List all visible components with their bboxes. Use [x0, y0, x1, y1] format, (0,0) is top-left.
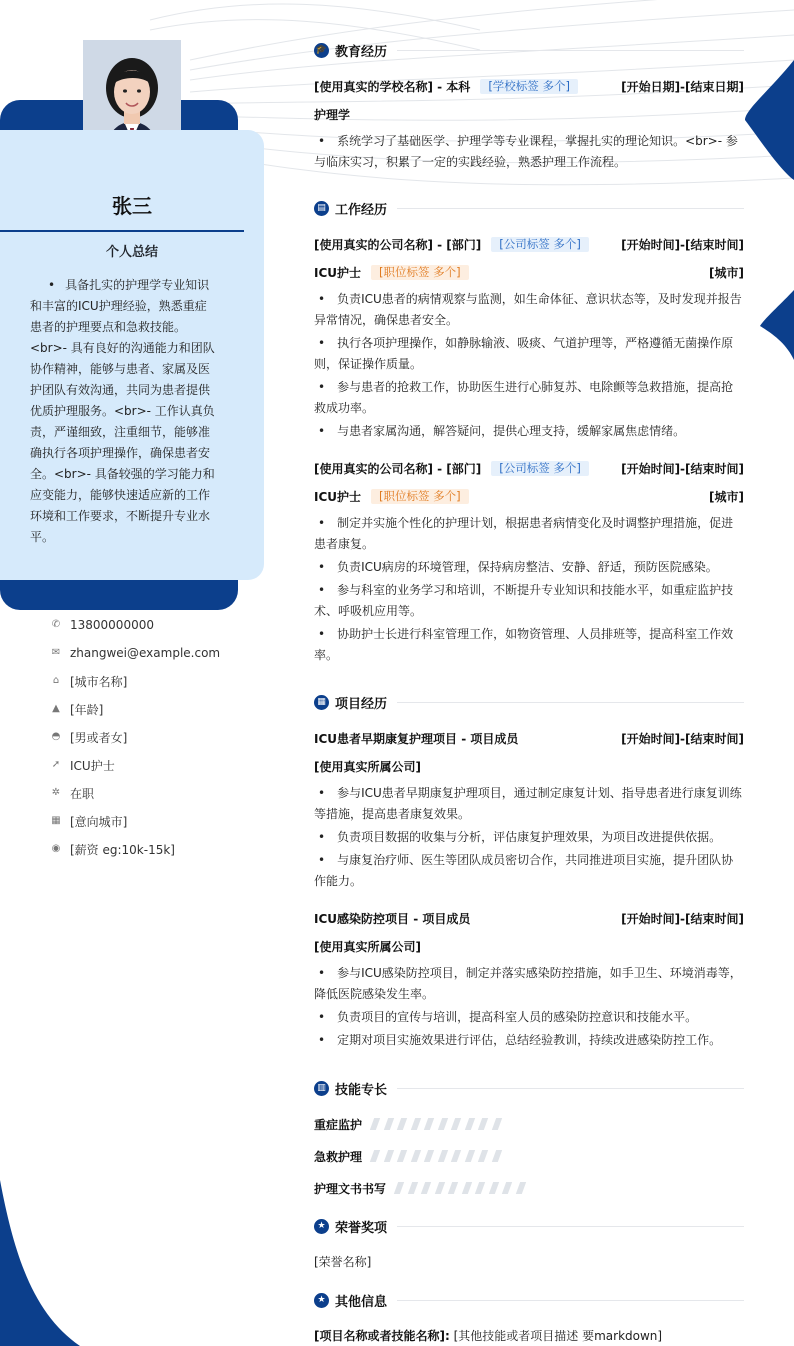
other-label: [项目名称或者技能名称]: [314, 1329, 450, 1343]
info-icon: ★ [314, 1293, 329, 1308]
bar-chart-icon: ▥ [314, 1081, 329, 1096]
company-tag: [公司标签 多个] [491, 461, 589, 476]
contact-target-city [50, 807, 260, 835]
building-icon: ▦ [51, 815, 61, 826]
education-bullets [314, 131, 744, 175]
major: 护理学 [314, 107, 351, 122]
education-major-row [314, 105, 744, 123]
skill-name: 急救护理 [314, 1149, 363, 1164]
contact-city-text: [城市名称] [70, 674, 128, 689]
job-2-role-row [314, 487, 744, 505]
section-divider [397, 702, 744, 703]
list-item: • 负责ICU患者的病情观察与监测，如生命体征、意识状态等，及时发现并报告异常情况，确保患者安全。 [314, 289, 744, 331]
phone-icon: ✆ [51, 619, 61, 630]
section-divider [397, 50, 744, 51]
mail-icon: ✉ [51, 647, 61, 658]
section-divider [397, 1088, 744, 1089]
contact-salary [50, 835, 260, 863]
job-dates: [开始时间]-[结束时间] [621, 461, 744, 476]
contact-status-text: 在职 [70, 786, 95, 801]
job-city: [城市] [709, 265, 744, 280]
list-item: • 协助护士长进行科室管理工作，如物资管理、人员排班等，提高科室工作效率。 [314, 624, 744, 666]
honors-section-header [314, 1216, 744, 1236]
list-item: • 参与科室的业务学习和培训，不断提升专业知识和技能水平，如重症监护技术、呼吸机应用等。 [314, 580, 744, 622]
summary-title: 个人总结 [105, 245, 158, 260]
contact-list [50, 611, 260, 863]
education-dates: [开始日期]-[结束日期] [621, 79, 744, 94]
skills-section-header [314, 1078, 744, 1098]
skill-row [314, 1147, 507, 1165]
other-text: [其他技能或者项目描述 要markdown] [453, 1329, 663, 1343]
company-tag: [公司标签 多个] [491, 237, 589, 252]
skill-level-bar [372, 1118, 507, 1130]
role-tag: [职位标签 多个] [371, 265, 469, 280]
summary-text: 具备扎实的护理学专业知识和丰富的ICU护理经验，熟悉重症患者的护理要点和急救技能。<br>- 具有良好的沟通能力和团队协作精神，能够与患者、家属及医护团队有效沟通，共同为患者提供优质护理服务。<br>- 工作认真负责，严谨细致，注重细节，能够准确执行各项护理操作，确保患者安全。<br>- 具备较强的学习能力和应变能力，能够快速适应新的工作环境和工作要求，不断提升专业水平。 [30, 278, 215, 544]
summary-text-item [30, 275, 218, 548]
project-name: ICU患者早期康复护理项目 - 项目成员 [314, 731, 519, 746]
skill-name: 护理文书书写 [314, 1181, 387, 1196]
contact-target-city-text: [意向城市] [70, 814, 128, 829]
list-item: • 系统学习了基础医学、护理学等专业课程，掌握扎实的理论知识。<br>- 参与临床实习，积累了一定的实践经验，熟悉护理工作流程。 [314, 131, 744, 173]
projects-section-header [314, 692, 744, 712]
school-name: [使用真实的学校名称] - 本科 [314, 79, 471, 94]
project-1-company-row [314, 757, 744, 775]
contact-gender [50, 723, 260, 751]
skill-row [314, 1179, 531, 1197]
list-item: • 参与患者的抢救工作，协助医生进行心肺复苏、电除颤等急救措施，提高抢救成功率。 [314, 377, 744, 419]
education-section-header [314, 40, 744, 60]
salary-icon: ◉ [51, 843, 61, 854]
list-item: • 定期对项目实施效果进行评估，总结经验教训，持续改进感染防控工作。 [314, 1030, 744, 1051]
project-2-bullets [314, 963, 744, 1053]
skill-name: 重症监护 [314, 1117, 363, 1132]
list-item: • 参与ICU患者早期康复护理项目，通过制定康复计划、指导患者进行康复训练等措施，提高患者康复效果。 [314, 783, 744, 825]
cake-icon: ▲ [52, 703, 60, 714]
list-item: • 负责ICU病房的环境管理，保持病房整洁、安静、舒适，预防医院感染。 [314, 557, 744, 578]
award-icon: ★ [314, 1219, 329, 1234]
contact-city [50, 667, 260, 695]
send-icon: ➚ [51, 759, 61, 770]
list-item: • 制定并实施个性化的护理计划，根据患者病情变化及时调整护理措施，促进患者康复。 [314, 513, 744, 555]
job-role: ICU护士 [314, 265, 362, 280]
list-item: • 与患者家属沟通，解答疑问，提供心理支持，缓解家属焦虑情绪。 [314, 421, 744, 442]
home-icon: ⌂ [52, 675, 60, 686]
skill-row [314, 1115, 507, 1133]
contact-position [50, 751, 260, 779]
list-item: • 执行各项护理操作，如静脉输液、吸痰、气道护理等，严格遵循无菌操作原则，保证操作质量。 [314, 333, 744, 375]
job-2-header-row [314, 459, 744, 477]
job-company: [使用真实的公司名称] - [部门] [314, 237, 482, 252]
briefcase-icon: ▤ [314, 201, 329, 216]
skill-level-bar [372, 1150, 507, 1162]
project-1-bullets [314, 783, 744, 894]
projects-title: 项目经历 [335, 696, 388, 712]
graduation-cap-icon: 🎓 [314, 43, 329, 58]
honor-item: [荣誉名称] [314, 1255, 372, 1269]
profile-sidebar [0, 0, 266, 1346]
work-title: 工作经历 [335, 202, 388, 218]
other-title: 其他信息 [335, 1294, 388, 1310]
project-1-header-row [314, 729, 744, 747]
contact-phone-text: 13800000000 [70, 618, 154, 632]
job-2-bullets [314, 513, 744, 668]
status-icon: ✲ [51, 787, 61, 798]
contact-phone [50, 611, 260, 639]
education-title: 教育经历 [335, 44, 388, 60]
education-header-row [314, 77, 744, 95]
honors-title: 荣誉奖项 [335, 1220, 388, 1236]
skill-level-bar [396, 1182, 531, 1194]
job-role: ICU护士 [314, 489, 362, 504]
summary-list [30, 275, 218, 548]
contact-age [50, 695, 260, 723]
work-section-header [314, 198, 744, 218]
list-item: • 负责项目数据的收集与分析，评估康复护理效果，为项目改进提供依据。 [314, 827, 744, 848]
job-city: [城市] [709, 489, 744, 504]
school-tag: [学校标签 多个] [480, 79, 578, 94]
other-section-header [314, 1290, 744, 1310]
list-item: • 负责项目的宣传与培训，提高科室人员的感染防控意识和技能水平。 [314, 1007, 744, 1028]
project-2-company-row [314, 937, 744, 955]
job-1-role-row [314, 263, 744, 281]
section-divider [397, 1300, 744, 1301]
section-divider [397, 1226, 744, 1227]
other-item [314, 1327, 662, 1344]
skills-title: 技能专长 [335, 1082, 388, 1098]
list-item: • 参与ICU感染防控项目，制定并落实感染防控措施，如手卫生、环境消毒等，降低医院感染发生率。 [314, 963, 744, 1005]
contact-salary-text: [薪资 eg:10k-15k] [70, 842, 175, 857]
candidate-name: 张三 [112, 194, 152, 218]
job-1-header-row [314, 235, 744, 253]
project-name: ICU感染防控项目 - 项目成员 [314, 911, 471, 926]
job-1-bullets [314, 289, 744, 444]
section-divider [397, 208, 744, 209]
project-company: [使用真实所属公司] [314, 759, 421, 774]
contact-gender-text: [男或者女] [70, 730, 128, 745]
contact-position-text: ICU护士 [70, 758, 115, 773]
contact-age-text: [年龄] [70, 702, 104, 717]
project-dates: [开始时间]-[结束时间] [621, 911, 744, 926]
job-dates: [开始时间]-[结束时间] [621, 237, 744, 252]
project-dates: [开始时间]-[结束时间] [621, 731, 744, 746]
contact-email[interactable] [50, 639, 260, 667]
contact-status [50, 779, 260, 807]
role-tag: [职位标签 多个] [371, 489, 469, 504]
contact-email-text: zhangwei@example.com [70, 646, 221, 660]
gender-icon: ◓ [51, 731, 61, 742]
name-underline [0, 230, 244, 232]
grid-icon: ▦ [314, 695, 329, 710]
job-company: [使用真实的公司名称] - [部门] [314, 461, 482, 476]
project-company: [使用真实所属公司] [314, 939, 421, 954]
list-item: • 与康复治疗师、医生等团队成员密切合作，共同推进项目实施，提升团队协作能力。 [314, 850, 744, 892]
project-2-header-row [314, 909, 744, 927]
